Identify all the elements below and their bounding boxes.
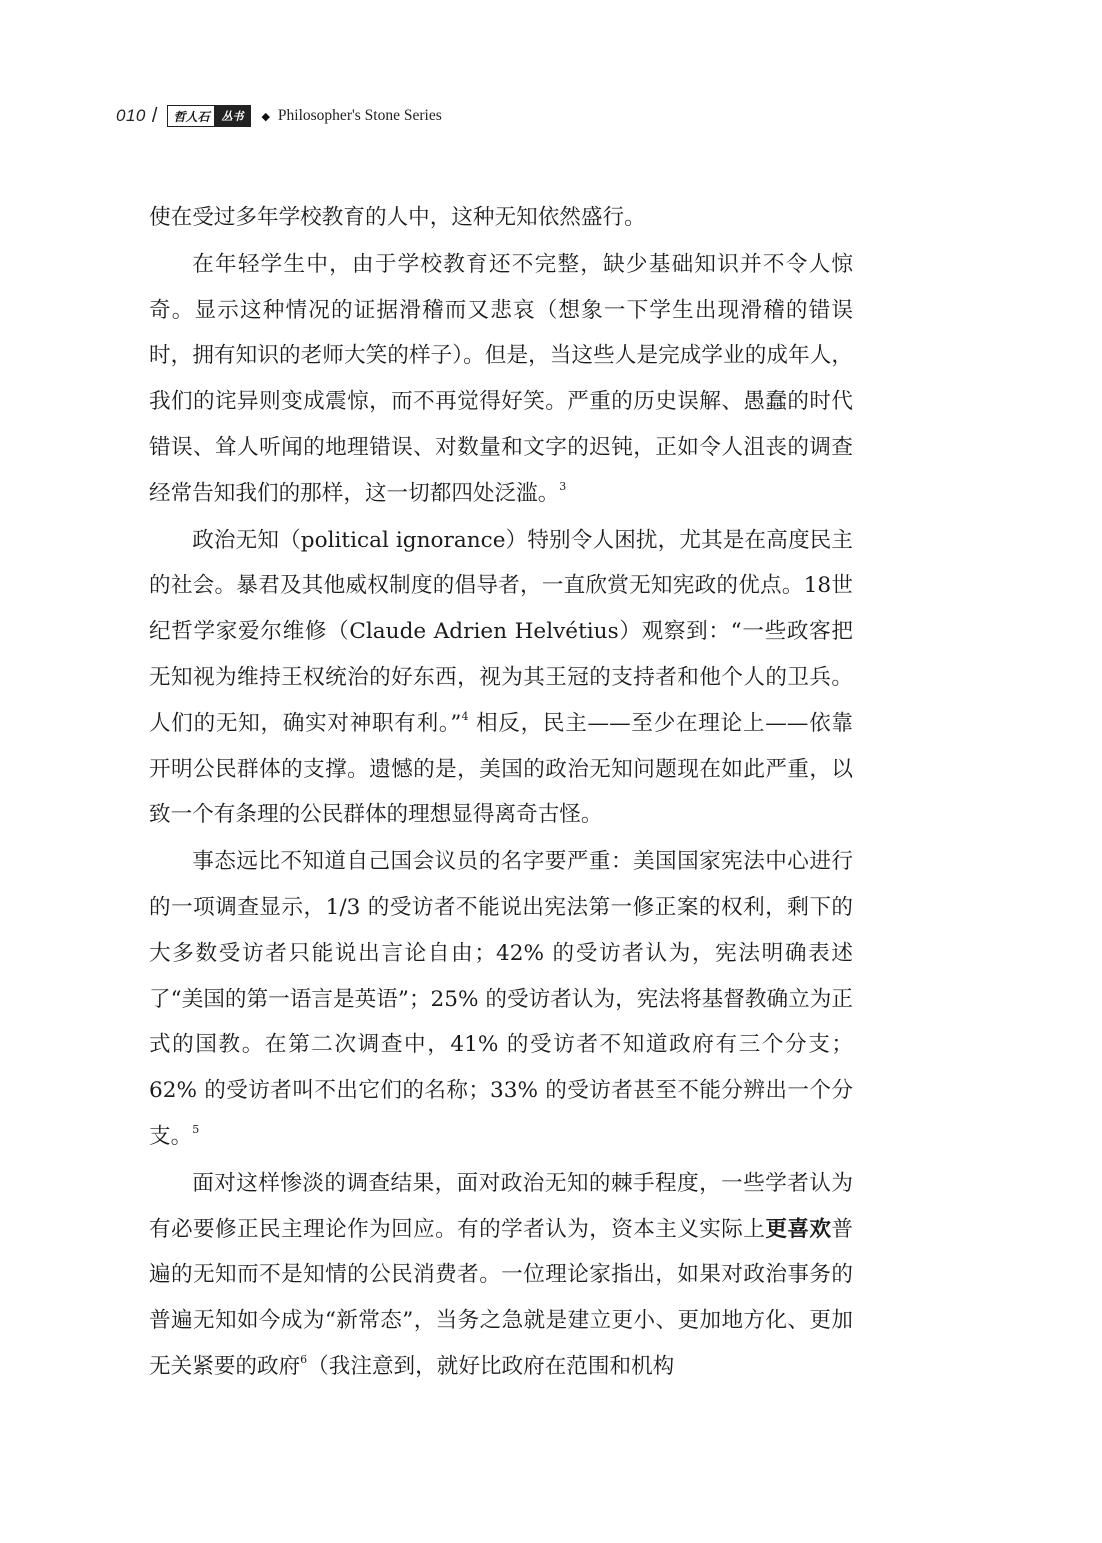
paragraph-text: （我注意到，就好比政府在范围和机构: [307, 1353, 675, 1379]
page-body: [149, 195, 853, 1390]
footnote-marker: 5: [192, 1122, 200, 1136]
series-logo: [167, 105, 251, 127]
paragraph-text: 相反，民主——至少在理论上——依靠开明公民群体的支撑。遗憾的是，美国的政治无知问题现在如此严重，以致一个有条理的公民群体的理想显得离奇古怪。: [149, 710, 853, 828]
paragraph-3: [149, 518, 853, 839]
paragraph-1: [149, 195, 853, 241]
page-number: 010: [116, 106, 146, 125]
paragraph-text: 事态远比不知道自己国会议员的名字要严重：美国国家宪法中心进行的一项调查显示，1/3 的受访者不能说出宪法第一修正案的权利，剩下的大多数受访者只能说出言论自由；42% 的受访者认为，宪法明确表述了“美国的第一语言是英语”；25% 的受访者认为，宪法将基督教确立为正式的国教。在第二次调查中，41% 的受访者不知道政府有三个分支；62% 的受访者叫不出它们的名称；33% 的受访者甚至不能分辨出一个分支。: [149, 849, 853, 1149]
paragraph-2: [149, 242, 853, 517]
series-logo-name: 哲人石: [168, 106, 214, 126]
paragraph-text: 使在受过多年学校教育的人中，这种无知依然盛行。: [149, 205, 646, 230]
running-header: [116, 102, 442, 130]
paragraph-text: 政治无知（political ignorance）特别令人困扰，尤其是在高度民主的社会。暴君及其他威权制度的倡导者，一直欣赏无知宪政的优点。18世纪哲学家爱尔维修（Claude Adrien Helvétius）观察到：“一些政客把无知视为维持王权统治的好东西，视为其王冠的支持者和他个人的卫兵。人们的无知，确实对神职有利。”: [149, 527, 853, 736]
header-separator: /: [151, 104, 158, 127]
series-name: Philosopher's Stone Series: [277, 107, 442, 124]
footnote-marker: 3: [559, 479, 567, 493]
paragraph-text: 普遍的无知而不是知情的公民消费者。一位理论家指出，如果对政治事务的普遍无知如今成为“新常态”，当务之急就是建立更小、更加地方化、更加无关紧要的政府: [149, 1216, 853, 1379]
footnote-marker: 6: [300, 1352, 308, 1366]
series-logo-label: 丛书: [214, 106, 250, 126]
emphasis-text: 更喜欢: [765, 1216, 832, 1242]
paragraph-4: [149, 839, 853, 1160]
paragraph-text: 在年轻学生中，由于学校教育还不完整，缺少基础知识并不令人惊奇。显示这种情况的证据滑稽而又悲哀（想象一下学生出现滑稽的错误时，拥有知识的老师大笑的样子）。但是，当这些人是完成学业的成年人，我们的诧异则变成震惊，而不再觉得好笑。严重的历史误解、愚蠢的时代错误、耸人听闻的地理错误、对数量和文字的迟钝，正如令人沮丧的调查经常告知我们的那样，这一切都四处泛滥。: [149, 251, 853, 506]
paragraph-5: [149, 1161, 853, 1390]
diamond-icon: ◆: [261, 110, 270, 123]
paragraph-text: 面对这样惨淡的调查结果，面对政治无知的棘手程度，一些学者认为有必要修正民主理论作为回应。有的学者认为，资本主义实际上: [149, 1170, 853, 1242]
footnote-marker: 4: [461, 709, 469, 723]
